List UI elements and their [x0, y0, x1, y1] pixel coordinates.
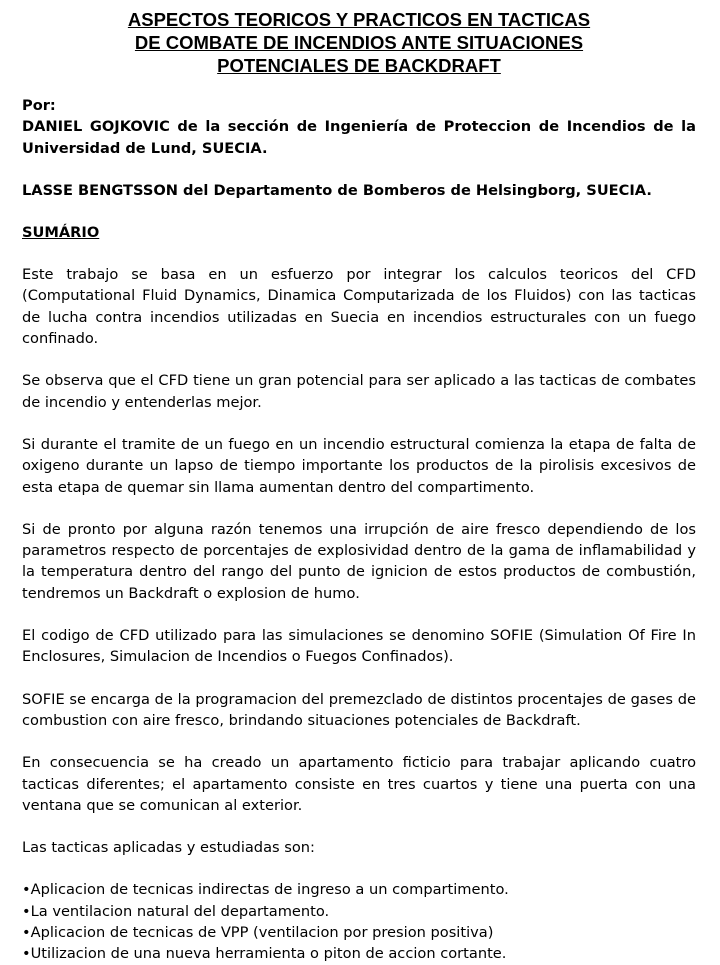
- summary-paragraph-6: SOFIE se encarga de la programacion del premezclado de distintos procentajes de gases de combustion con aire fresco, brindando situaciones potenciales de Backdraft.: [22, 690, 696, 729]
- authors-block: [22, 95, 696, 201]
- por-label: Por:: [22, 97, 56, 114]
- document-title: [22, 8, 696, 77]
- list-item: • La ventilacion natural del departamento.: [22, 901, 696, 922]
- summary-heading: SUMÁRIO: [22, 224, 100, 242]
- list-item: • Utilizacion de una nueva herramienta o piton de accion cortante.: [22, 943, 696, 964]
- author-1: DANIEL GOJKOVIC de la sección de Ingeniería de Proteccion de Incendios de la Universidad de Lund, SUECIA.: [22, 118, 696, 157]
- author-2: LASSE BENGTSSON del Departamento de Bomberos de Helsingborg, SUECIA.: [22, 181, 652, 199]
- summary-paragraph-2: Se observa que el CFD tiene un gran potencial para ser aplicado a las tacticas de combates de incendio y entenderlas mejor.: [22, 372, 696, 411]
- summary-paragraph-4: Si de pronto por alguna razón tenemos una irrupción de aire fresco dependiendo de los parametros respecto de porcentajes de explosividad dentro de la gama de inflamabilidad y la temperatura dentro del rango del punto de ignicion de estos productos de combustión, tendremos un Backdraft o explosion de humo.: [22, 520, 696, 602]
- summary-paragraph-8: Las tacticas aplicadas y estudiadas son:: [22, 839, 315, 857]
- title-line-3: POTENCIALES DE BACKDRAFT: [217, 55, 501, 76]
- title-line-2: DE COMBATE DE INCENDIOS ANTE SITUACIONES: [134, 32, 584, 53]
- tactics-list: [22, 879, 696, 964]
- summary-paragraph-7: En consecuencia se ha creado un apartamento ficticio para trabajar aplicando cuatro tacticas diferentes; el apartamento consiste en tres cuartos y tiene una puerta con una ventana que se comunican al exterior.: [22, 754, 696, 814]
- list-item: • Aplicacion de tecnicas indirectas de ingreso a un compartimento.: [22, 879, 696, 900]
- title-line-1: ASPECTOS TEORICOS Y PRACTICOS EN TACTICAS: [127, 9, 591, 30]
- summary-paragraph-1: Este trabajo se basa en un esfuerzo por integrar los calculos teoricos del CFD (Computational Fluid Dynamics, Dinamica Computarizada de los Fluidos) con las tacticas de lucha contra incendios utilizadas en Suecia en incendios estructurales con un fuego confinado.: [22, 266, 696, 348]
- document-page: [22, 8, 696, 965]
- list-item: • Aplicacion de tecnicas de VPP (ventilacion por presion positiva): [22, 922, 696, 943]
- summary-paragraph-3: Si durante el tramite de un fuego en un incendio estructural comienza la etapa de falta de oxigeno durante un lapso de tiempo importante los productos de la pirolisis excesivos de esta etapa de quemar sin llama aumentan dentro del compartimento.: [22, 435, 696, 496]
- summary-paragraph-5: El codigo de CFD utilizado para las simulaciones se denomino SOFIE (Simulation Of Fire In Enclosures, Simulacion de Incendios o Fuegos Confinados).: [22, 627, 696, 666]
